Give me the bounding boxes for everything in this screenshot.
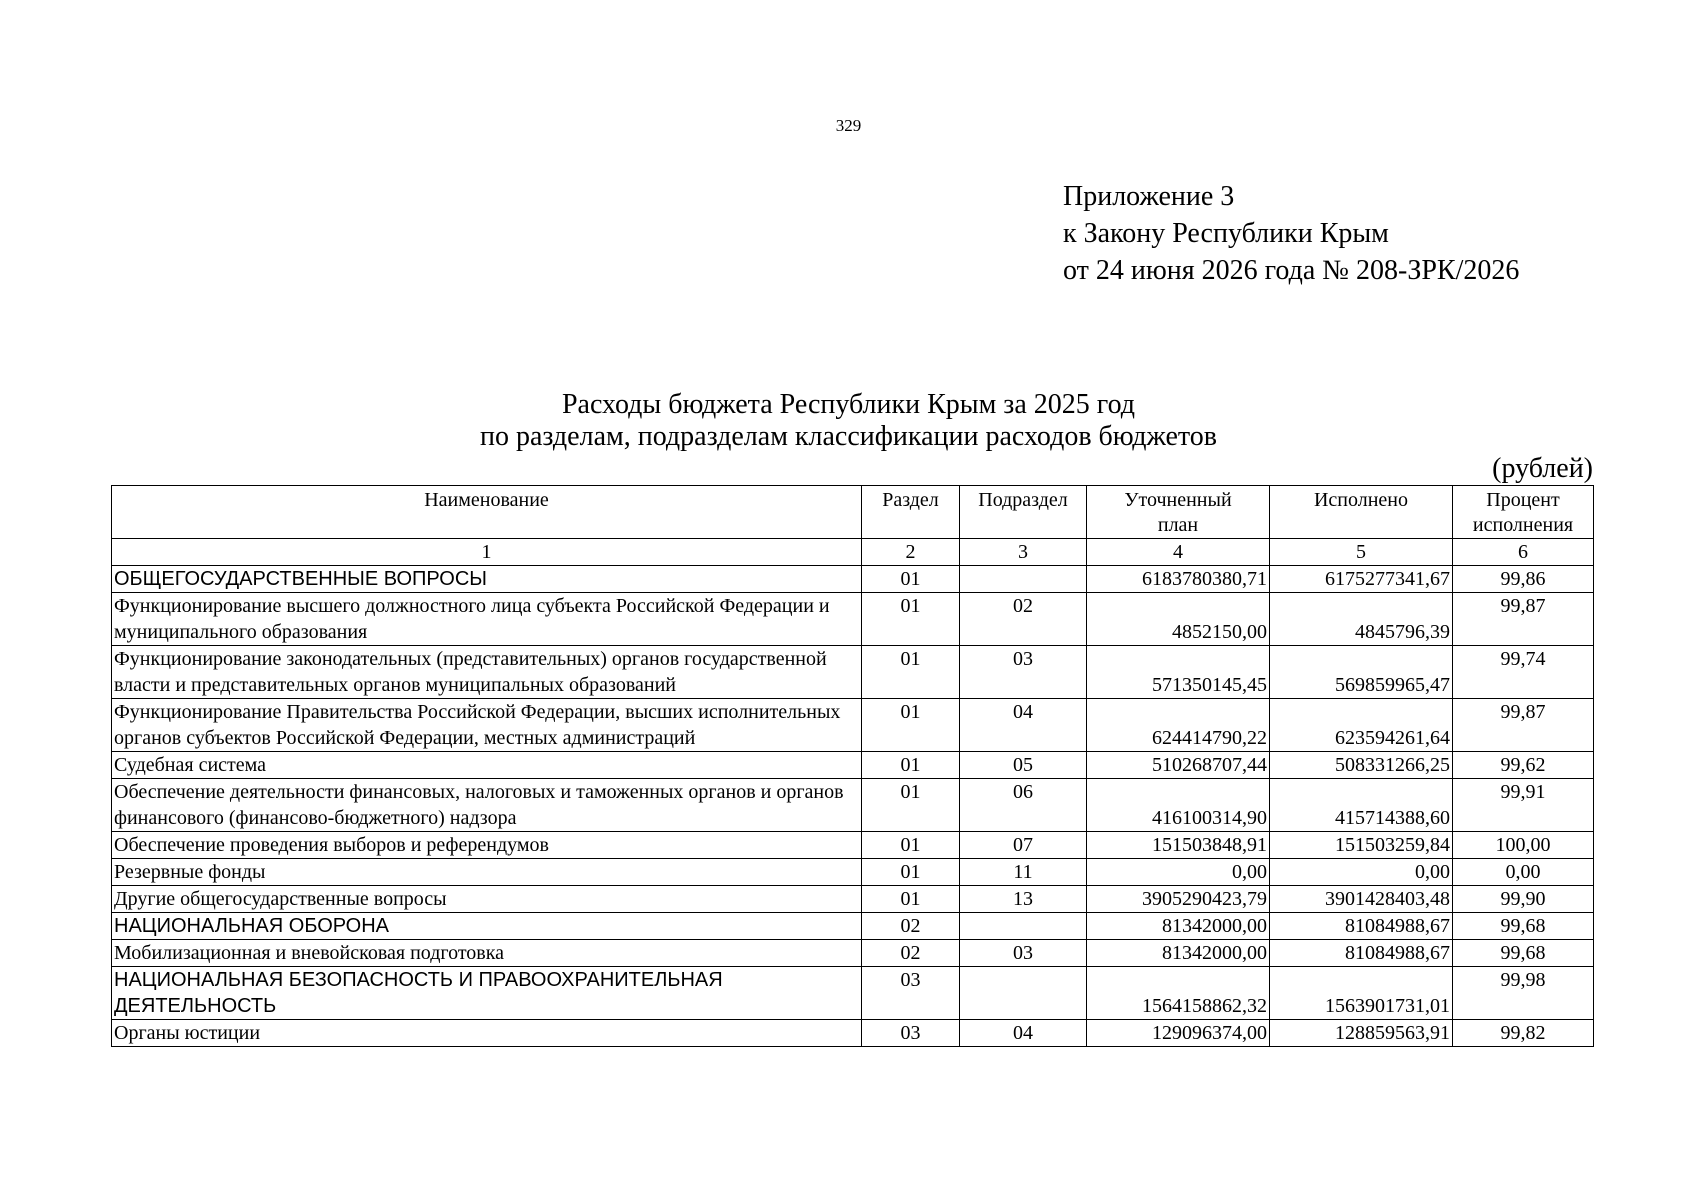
- row-section-code: 01: [862, 593, 960, 646]
- row-name: Органы юстиции: [112, 1020, 862, 1047]
- row-plan-amount: 4852150,00: [1087, 593, 1270, 646]
- row-name: Мобилизационная и вневойсковая подготовка: [112, 940, 862, 967]
- row-executed-amount: 623594261,64: [1270, 699, 1453, 752]
- row-plan-amount: 81342000,00: [1087, 913, 1270, 940]
- row-executed-amount: 81084988,67: [1270, 913, 1453, 940]
- row-section-code: 03: [862, 1020, 960, 1047]
- table-body: [112, 566, 1594, 1047]
- row-section-code: 01: [862, 859, 960, 886]
- row-execution-percent: 0,00: [1453, 859, 1594, 886]
- row-section-code: 01: [862, 566, 960, 593]
- column-number: 1: [112, 539, 862, 566]
- row-plan-amount: 129096374,00: [1087, 1020, 1270, 1047]
- row-execution-percent: 100,00: [1453, 832, 1594, 859]
- table-row: [112, 940, 1594, 967]
- row-plan-amount: 0,00: [1087, 859, 1270, 886]
- row-subsection-code: 03: [960, 646, 1087, 699]
- row-section-code: 03: [862, 967, 960, 1020]
- row-subsection-code: 05: [960, 752, 1087, 779]
- row-subsection-code: 04: [960, 1020, 1087, 1047]
- column-number: 3: [960, 539, 1087, 566]
- row-subsection-code: [960, 566, 1087, 593]
- row-subsection-code: 02: [960, 593, 1087, 646]
- table-row: [112, 593, 1594, 646]
- header-name: Наименование: [112, 486, 862, 539]
- row-executed-amount: 3901428403,48: [1270, 886, 1453, 913]
- appendix-line-1: Приложение 3: [1063, 181, 1235, 212]
- row-plan-amount: 1564158862,32: [1087, 967, 1270, 1020]
- row-name: Обеспечение проведения выборов и референдумов: [112, 832, 862, 859]
- row-subsection-code: [960, 967, 1087, 1020]
- row-plan-amount: 416100314,90: [1087, 779, 1270, 832]
- row-plan-amount: 3905290423,79: [1087, 886, 1270, 913]
- row-execution-percent: 99,68: [1453, 940, 1594, 967]
- column-number: 2: [862, 539, 960, 566]
- row-execution-percent: 99,68: [1453, 913, 1594, 940]
- budget-expenses-table: [111, 485, 1594, 1047]
- header-plan: Уточненный план: [1087, 486, 1270, 539]
- row-name: Функционирование законодательных (представительных) органов государственной власти и представительных органов муниципальных образований: [112, 646, 862, 699]
- row-section-code: 01: [862, 779, 960, 832]
- table-row: [112, 699, 1594, 752]
- document-title: [0, 389, 1697, 453]
- row-section-code: 01: [862, 832, 960, 859]
- row-execution-percent: 99,74: [1453, 646, 1594, 699]
- row-subsection-code: 11: [960, 859, 1087, 886]
- table-row: [112, 1020, 1594, 1047]
- table-row: [112, 779, 1594, 832]
- row-section-code: 02: [862, 913, 960, 940]
- row-executed-amount: 4845796,39: [1270, 593, 1453, 646]
- row-executed-amount: 6175277341,67: [1270, 566, 1453, 593]
- row-execution-percent: 99,87: [1453, 699, 1594, 752]
- row-plan-amount: 6183780380,71: [1087, 566, 1270, 593]
- row-executed-amount: 151503259,84: [1270, 832, 1453, 859]
- column-number: 4: [1087, 539, 1270, 566]
- table-row: [112, 646, 1594, 699]
- column-number: 5: [1270, 539, 1453, 566]
- row-executed-amount: 569859965,47: [1270, 646, 1453, 699]
- title-line-2: по разделам, подразделам классификации расходов бюджетов: [479, 421, 1218, 452]
- row-executed-amount: 508331266,25: [1270, 752, 1453, 779]
- column-number-row: [112, 539, 1594, 566]
- table-row: [112, 886, 1594, 913]
- row-execution-percent: 99,62: [1453, 752, 1594, 779]
- row-subsection-code: 07: [960, 832, 1087, 859]
- row-subsection-code: 03: [960, 940, 1087, 967]
- title-line-1: Расходы бюджета Республики Крым за 2025 год: [561, 389, 1136, 420]
- row-plan-amount: 81342000,00: [1087, 940, 1270, 967]
- row-name: ОБЩЕГОСУДАРСТВЕННЫЕ ВОПРОСЫ: [112, 566, 862, 593]
- row-name: Судебная система: [112, 752, 862, 779]
- row-section-code: 01: [862, 699, 960, 752]
- row-execution-percent: 99,87: [1453, 593, 1594, 646]
- appendix-line-3: от 24 июня 2026 года № 208-ЗРК/2026: [1063, 255, 1520, 286]
- row-executed-amount: 81084988,67: [1270, 940, 1453, 967]
- column-number: 6: [1453, 539, 1594, 566]
- row-name: Другие общегосударственные вопросы: [112, 886, 862, 913]
- row-subsection-code: 06: [960, 779, 1087, 832]
- header-subsection: Подраздел: [960, 486, 1087, 539]
- row-subsection-code: 04: [960, 699, 1087, 752]
- table-row: [112, 752, 1594, 779]
- table-row: [112, 913, 1594, 940]
- row-plan-amount: 510268707,44: [1087, 752, 1270, 779]
- row-plan-amount: 571350145,45: [1087, 646, 1270, 699]
- page-number: 329: [835, 116, 862, 135]
- row-executed-amount: 415714388,60: [1270, 779, 1453, 832]
- row-subsection-code: 13: [960, 886, 1087, 913]
- row-subsection-code: [960, 913, 1087, 940]
- row-execution-percent: 99,91: [1453, 779, 1594, 832]
- row-name: Обеспечение деятельности финансовых, налоговых и таможенных органов и органов финансового (финансово-бюджетного) надзора: [112, 779, 862, 832]
- row-execution-percent: 99,82: [1453, 1020, 1594, 1047]
- row-section-code: 01: [862, 646, 960, 699]
- row-name: НАЦИОНАЛЬНАЯ БЕЗОПАСНОСТЬ И ПРАВООХРАНИТЕЛЬНАЯ ДЕЯТЕЛЬНОСТЬ: [112, 967, 862, 1020]
- row-executed-amount: 128859563,91: [1270, 1020, 1453, 1047]
- row-execution-percent: 99,86: [1453, 566, 1594, 593]
- table-row: [112, 832, 1594, 859]
- header-row: [112, 486, 1594, 539]
- appendix-reference: [1063, 178, 1519, 289]
- row-name: НАЦИОНАЛЬНАЯ ОБОРОНА: [112, 913, 862, 940]
- row-execution-percent: 99,90: [1453, 886, 1594, 913]
- row-name: Функционирование Правительства Российской Федерации, высших исполнительных органов субъектов Российской Федерации, местных администраций: [112, 699, 862, 752]
- row-plan-amount: 151503848,91: [1087, 832, 1270, 859]
- header-percent: Процент исполнения: [1453, 486, 1594, 539]
- row-executed-amount: 0,00: [1270, 859, 1453, 886]
- header-section: Раздел: [862, 486, 960, 539]
- table-row: [112, 859, 1594, 886]
- row-name: Резервные фонды: [112, 859, 862, 886]
- row-executed-amount: 1563901731,01: [1270, 967, 1453, 1020]
- units-label: (рублей): [1492, 453, 1593, 484]
- row-section-code: 01: [862, 886, 960, 913]
- row-section-code: 02: [862, 940, 960, 967]
- appendix-line-2: к Закону Республики Крым: [1063, 218, 1389, 249]
- row-name: Функционирование высшего должностного лица субъекта Российской Федерации и муниципального образования: [112, 593, 862, 646]
- table-row: [112, 967, 1594, 1020]
- row-plan-amount: 624414790,22: [1087, 699, 1270, 752]
- table-row: [112, 566, 1594, 593]
- header-executed: Исполнено: [1270, 486, 1453, 539]
- row-section-code: 01: [862, 752, 960, 779]
- row-execution-percent: 99,98: [1453, 967, 1594, 1020]
